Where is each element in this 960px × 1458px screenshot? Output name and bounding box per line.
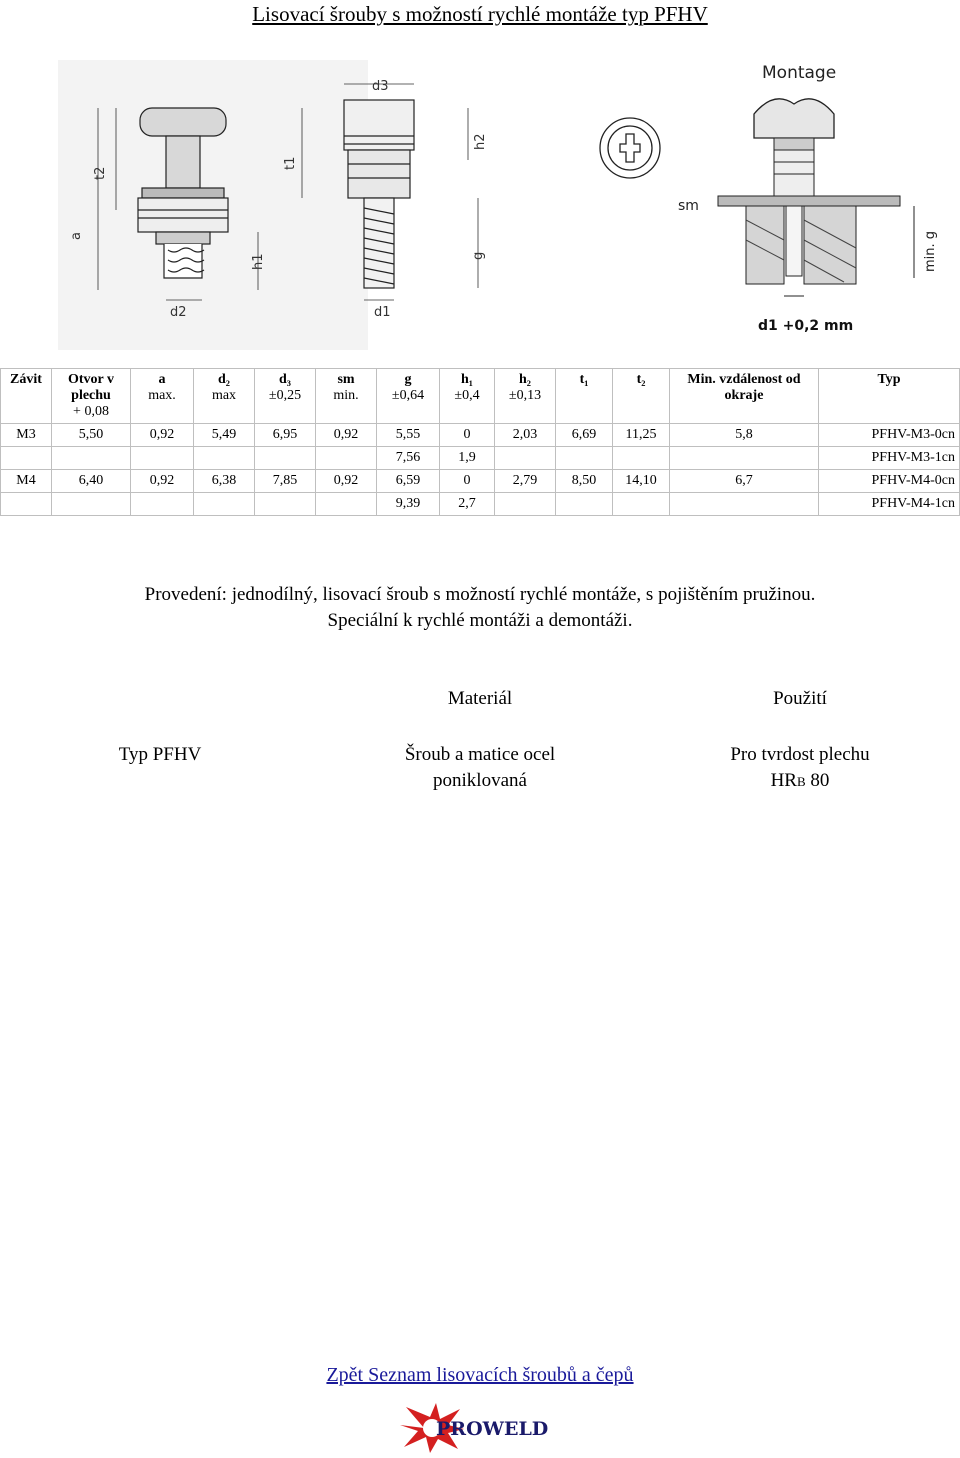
table-row [1,493,960,516]
table-cell: PFHV-M3-0cn [819,424,960,447]
table-cell: 14,10 [613,470,670,493]
table-cell: 5,55 [377,424,440,447]
table-cell: PFHV-M4-1cn [819,493,960,516]
col-header: h₂ ±0,13 [495,369,556,424]
col-header: t₂ [613,369,670,424]
description-line-2: Speciální k rychlé montáži a demontáži. [327,610,633,631]
table-cell: M3 [1,424,52,447]
table-cell: 2,03 [495,424,556,447]
table-cell [613,493,670,516]
table-row [1,447,960,470]
svg-text:t2: t2 [93,166,108,180]
montage-view [678,63,938,334]
table-row [1,424,960,447]
table-cell [316,447,377,470]
col-header: g ±0,64 [377,369,440,424]
back-link-container [0,1364,960,1387]
table-cell: 5,49 [194,424,255,447]
svg-text:PROWELD: PROWELD [436,1418,549,1440]
table-cell [52,493,131,516]
table-cell [613,447,670,470]
proweld-logo [400,1403,560,1453]
col-header: h₁ ±0,4 [440,369,495,424]
type-label: Typ PFHV [118,744,202,765]
col-header: sm min. [316,369,377,424]
spec-table [0,368,960,516]
col-header: d₂ max [194,369,255,424]
svg-text:d3: d3 [372,79,389,94]
svg-text:d1 +0,2 mm: d1 +0,2 mm [758,318,854,334]
col-header: t₁ [556,369,613,424]
table-cell [194,447,255,470]
material-header: Materiál [447,688,513,709]
spec-table-header [1,369,960,424]
table-cell: M4 [1,470,52,493]
table-cell: 7,85 [255,470,316,493]
table-cell: 0,92 [131,470,194,493]
technical-drawing [58,60,960,350]
table-cell: 9,39 [377,493,440,516]
table-cell: 7,56 [377,447,440,470]
table-cell [255,493,316,516]
table-cell: 11,25 [613,424,670,447]
col-header: Typ [819,369,960,424]
table-cell: 6,38 [194,470,255,493]
svg-text:g: g [471,251,486,260]
table-cell: 0 [440,424,495,447]
svg-text:d1: d1 [374,305,391,320]
table-cell [1,493,52,516]
table-cell: 0,92 [316,424,377,447]
svg-text:h1: h1 [251,253,266,270]
table-cell: 0,92 [316,470,377,493]
table-cell [495,493,556,516]
use-header: Použití [773,688,827,709]
table-cell: 0,92 [131,424,194,447]
fastener-top-view [600,118,660,178]
table-cell: 8,50 [556,470,613,493]
back-to-list-link[interactable]: Zpět Seznam lisovacích šroubů a čepů [326,1364,634,1386]
description-line-1: Provedení: jednodílný, lisovací šroub s možností rychlé montáže, s pojištěním pružinou. [144,584,816,605]
table-cell: 2,7 [440,493,495,516]
col-header: d₃ ±0,25 [255,369,316,424]
table-cell [670,493,819,516]
table-cell: PFHV-M3-1cn [819,447,960,470]
table-cell: 6,95 [255,424,316,447]
table-cell [556,493,613,516]
svg-text:sm: sm [678,198,699,214]
description [0,582,960,634]
table-cell: 6,7 [670,470,819,493]
table-cell: 6,40 [52,470,131,493]
table-cell [131,493,194,516]
table-cell [131,447,194,470]
svg-text:t1: t1 [283,156,298,170]
table-cell [255,447,316,470]
table-cell: 6,69 [556,424,613,447]
page-title: Lisovací šrouby s možností rychlé montáže typ PFHV [252,2,708,26]
table-cell: 2,79 [495,470,556,493]
table-cell: 1,9 [440,447,495,470]
table-cell: 5,8 [670,424,819,447]
material-value: Šroub a matice ocel poniklovaná [404,744,556,791]
svg-text:h2: h2 [473,133,488,150]
table-row [1,470,960,493]
col-header: Závit [1,369,52,424]
table-cell [670,447,819,470]
col-header: Otvor v plechu + 0,08 [52,369,131,424]
table-cell [495,447,556,470]
table-cell [1,447,52,470]
table-cell: 0 [440,470,495,493]
col-header: Min. vzdálenost od okraje [670,369,819,424]
svg-text:min. g: min. g [923,230,938,272]
table-cell [194,493,255,516]
table-cell [52,447,131,470]
svg-text:a: a [69,232,84,240]
svg-text:Montage: Montage [762,63,837,83]
col-header: a max. [131,369,194,424]
table-cell [316,493,377,516]
table-cell: 5,50 [52,424,131,447]
table-cell: PFHV-M4-0cn [819,470,960,493]
table-cell: 6,59 [377,470,440,493]
use-value: Pro tvrdost plechu HRB 80 [730,744,870,791]
table-cell [556,447,613,470]
svg-text:d2: d2 [170,305,187,320]
